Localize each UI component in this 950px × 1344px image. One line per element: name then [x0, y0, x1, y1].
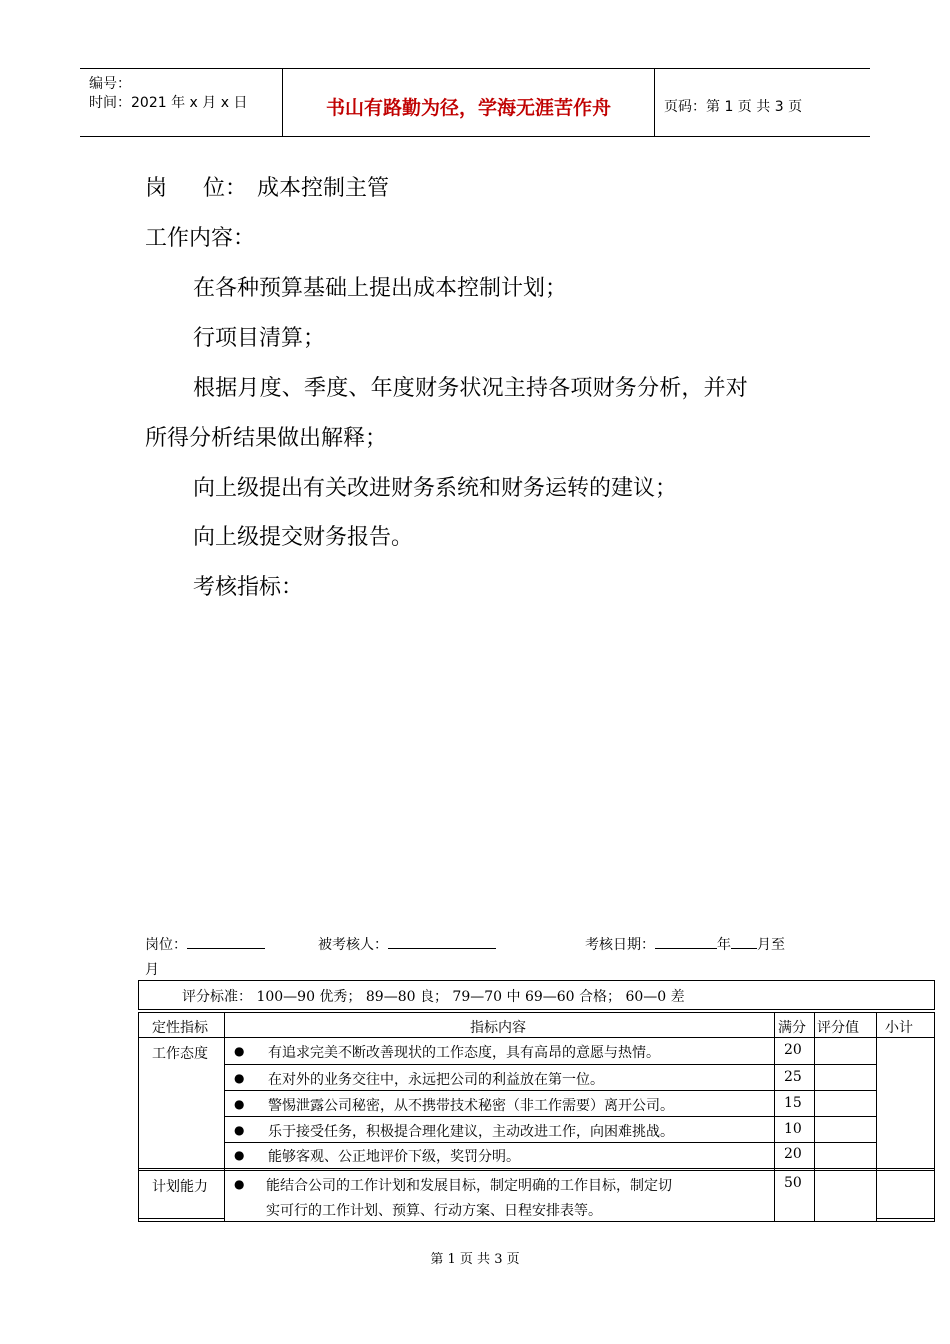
duty-item: 行项目清算； — [193, 326, 326, 351]
bullet-icon: ● — [234, 1123, 245, 1137]
form-position-blank[interactable] — [187, 934, 265, 949]
form-date-label: 考核日期： — [585, 937, 655, 953]
group-planning-ability: 计划能力 — [152, 1179, 208, 1195]
col-divider — [774, 1012, 775, 1222]
form-position-field — [145, 934, 265, 954]
col-divider — [814, 1012, 815, 1222]
work-content-label: 工作内容： — [145, 226, 256, 251]
form-year-blank[interactable] — [655, 934, 717, 949]
header-motto-cell — [283, 69, 655, 136]
form-assessee-label: 被考核人： — [318, 937, 388, 953]
form-month-blank[interactable] — [731, 934, 757, 949]
duty-item: 根据月度、季度、年度财务状况主持各项财务分析，并对 — [193, 376, 749, 401]
item-score: 20 — [784, 1042, 802, 1058]
group-bottom-line — [138, 1218, 224, 1219]
form-month-label: 月 — [145, 962, 159, 978]
duty-item-continuation: 所得分析结果做出解释； — [145, 426, 388, 451]
subtotal-bottom-line — [876, 1218, 935, 1219]
item-text: 乐于接受任务，积极提合理化建议，主动改进工作，向困难挑战。 — [268, 1124, 674, 1140]
th-subtotal: 小计 — [885, 1020, 913, 1036]
col-divider — [224, 1012, 225, 1222]
th-content: 指标内容 — [470, 1020, 526, 1036]
th-full-score: 满分 — [778, 1020, 806, 1036]
item-text: 警惕泄露公司秘密，从不携带技术秘密（非工作需要）离开公司。 — [268, 1098, 674, 1114]
bullet-icon: ● — [234, 1148, 245, 1162]
th-qualitative: 定性指标 — [152, 1020, 208, 1036]
form-position-label: 岗位： — [145, 937, 187, 953]
duty-item: 在各种预算基础上提出成本控制计划； — [193, 276, 568, 301]
item-score: 10 — [784, 1121, 802, 1137]
item-score: 50 — [784, 1175, 802, 1191]
duty-item: 向上级提出有关改进财务系统和财务运转的建议； — [193, 476, 678, 501]
form-month-to-label: 月至 — [757, 937, 785, 953]
form-date-field — [585, 934, 785, 954]
criteria-text: 评分标准： 100—90 优秀； 89—80 良； 79—70 中 69—60 合格； 60—0 差 — [182, 989, 685, 1005]
item-text: 在对外的业务交往中，永远把公司的利益放在第一位。 — [268, 1072, 604, 1088]
page-footer: 第 1 页 共 3 页 — [430, 1252, 520, 1267]
header-page-number: 页码：第 1 页 共 3 页 — [664, 99, 803, 115]
position-line — [145, 171, 389, 202]
row-divider — [224, 1142, 876, 1143]
item-text-continuation: 实可行的工作计划、预算、行动方案、日程安排表等。 — [266, 1203, 602, 1219]
row-divider — [224, 1090, 876, 1091]
form-assessee-blank[interactable] — [388, 934, 496, 949]
col-divider — [876, 1012, 877, 1222]
item-text: 能够客观、公正地评价下级，奖罚分明。 — [268, 1149, 520, 1165]
document-header — [80, 68, 870, 137]
form-assessee-field — [318, 934, 496, 954]
header-meta-cell — [80, 69, 283, 136]
duty-item: 向上级提交财务报告。 — [193, 525, 414, 550]
item-text: 能结合公司的工作计划和发展目标，制定明确的工作目标，制定切 — [266, 1178, 672, 1194]
th-rating: 评分值 — [817, 1020, 859, 1036]
bullet-icon: ● — [234, 1071, 245, 1085]
kpi-label: 考核指标： — [193, 575, 304, 600]
item-score: 25 — [784, 1069, 802, 1085]
document-time-label: 时间：2021 年 x 月 x 日 — [89, 95, 248, 111]
position-label-2: 位： — [203, 176, 248, 201]
document-number-label: 编号： — [89, 76, 131, 92]
header-motto: 书山有路勤为径，学海无涯苦作舟 — [325, 97, 611, 119]
position-label-1: 岗 — [145, 176, 168, 201]
group-work-attitude: 工作态度 — [152, 1046, 208, 1062]
bullet-icon: ● — [234, 1097, 245, 1111]
item-score: 20 — [784, 1146, 802, 1162]
form-year-label: 年 — [717, 937, 731, 953]
row-divider — [224, 1116, 876, 1117]
group-divider-double — [138, 1170, 935, 1171]
row-divider — [224, 1064, 876, 1065]
bullet-icon: ● — [234, 1177, 245, 1191]
group-divider — [138, 1168, 935, 1169]
header-page-cell — [655, 69, 870, 136]
item-score: 15 — [784, 1095, 802, 1111]
bullet-icon: ● — [234, 1044, 245, 1058]
header-divider — [138, 1037, 935, 1038]
position-value: 成本控制主管 — [257, 176, 390, 201]
item-text: 有追求完美不断改善现状的工作态度，具有高昂的意愿与热情。 — [268, 1045, 660, 1061]
